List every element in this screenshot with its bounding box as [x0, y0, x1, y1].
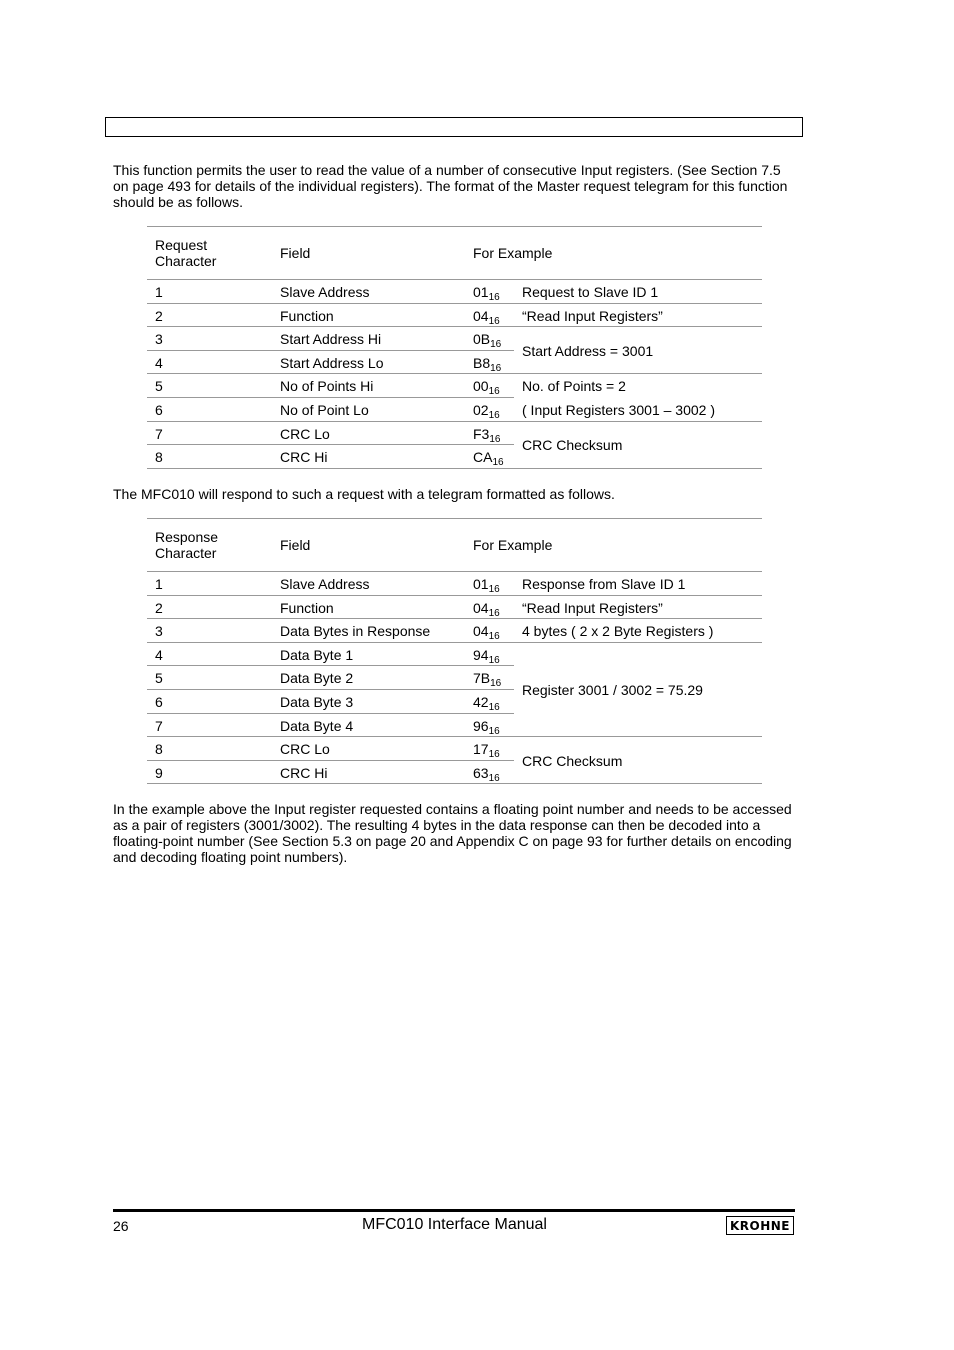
- row-field: Function: [280, 307, 334, 324]
- row-value: $0B_{16}$: [473, 331, 502, 351]
- table-row: [147, 445, 762, 469]
- manual-title: MFC010 Interface Manual: [362, 1216, 547, 1233]
- register-note: Register 3001 / 3002 = 75.29: [522, 682, 703, 698]
- response-table-header: [147, 519, 762, 572]
- table-row: [147, 422, 762, 446]
- row-field: Data Byte 3: [280, 693, 354, 710]
- row-number: 5: [155, 670, 163, 687]
- table-row: [147, 737, 762, 761]
- table-row: [147, 596, 762, 620]
- row-value: $96_{16}$: [473, 717, 500, 737]
- row-number: 4: [155, 354, 163, 371]
- row-field: No of Points Hi: [280, 378, 374, 395]
- row-value: $F3_{16}$: [473, 425, 501, 445]
- row-field: Slave Address: [280, 284, 370, 300]
- crc-note: CRC Checksum: [522, 437, 623, 453]
- row-number: 3: [155, 623, 163, 640]
- row-field: Function: [280, 599, 334, 616]
- row-value: $94_{16}$: [473, 646, 500, 666]
- start-address-note: Start Address = 3001: [522, 343, 654, 359]
- row-number: 9: [155, 764, 163, 781]
- table-row: [147, 643, 762, 667]
- row-value: $CA_{16}$: [473, 449, 504, 469]
- closing-paragraph: In the example above the Input register requested contains a floating point number and needs to be accessed as a pair of registers (3001/3002). The resulting 4 bytes in the data response can then be decoded into a floating-point number (See Section 5.3 on page 20 and Appendix C on page 93 for further details on encoding and decoding floating point numbers).: [113, 801, 792, 865]
- request-table-body: [147, 280, 762, 469]
- row-number: 8: [155, 741, 163, 758]
- row-number: 7: [155, 425, 163, 442]
- row-note: 4 bytes ( 2 x 2 Byte Registers ): [522, 623, 714, 640]
- row-field: Slave Address: [280, 576, 370, 592]
- table-row: [147, 304, 762, 328]
- row-value: $63_{16}$: [473, 764, 500, 784]
- table-row: [147, 327, 762, 351]
- row-number: 6: [155, 693, 163, 710]
- page-number: 26: [113, 1218, 129, 1234]
- response-table-body: [147, 572, 762, 784]
- row-field: Start Address Hi: [280, 331, 382, 348]
- header-field: Field: [280, 245, 311, 261]
- row-number: 2: [155, 599, 163, 616]
- row-number: 3: [155, 331, 163, 348]
- row-note: Response from Slave ID 1: [522, 576, 686, 592]
- header-example: For Example: [473, 537, 553, 553]
- row-field: Data Byte 2: [280, 670, 354, 687]
- row-number: 5: [155, 378, 163, 395]
- table-row: [147, 761, 762, 785]
- header-field: Field: [280, 537, 311, 553]
- row-field: CRC Lo: [280, 741, 330, 758]
- row-value: $04_{16}$: [473, 307, 500, 327]
- row-value: $04_{16}$: [473, 623, 500, 643]
- header-example: For Example: [473, 245, 553, 261]
- respond-paragraph: The MFC010 will respond to such a request with a telegram formatted as follows.: [113, 486, 615, 502]
- footer-rule: [113, 1209, 795, 1212]
- row-field: Data Bytes in Response: [280, 623, 431, 640]
- header-character: Response Character: [155, 529, 219, 561]
- row-number: 4: [155, 646, 163, 663]
- table-row: [147, 280, 762, 304]
- row-field: Data Byte 4: [280, 717, 354, 734]
- row-field: Start Address Lo: [280, 354, 384, 371]
- row-value: $01_{16}$: [473, 576, 500, 595]
- krohne-logo-text: KROHNE: [729, 1218, 791, 1233]
- row-field: CRC Hi: [280, 764, 328, 781]
- table-row: [147, 572, 762, 596]
- intro-paragraph: This function permits the user to read the value of a number of consecutive Input registers. (See Section 7.5 on page 493 for details of the individual registers). The format of the Master request telegram for this function should be as follows.: [113, 162, 788, 210]
- request-table-header: [147, 227, 762, 280]
- table-row: [147, 351, 762, 375]
- row-number: 6: [155, 401, 163, 418]
- row-field: CRC Lo: [280, 425, 330, 442]
- row-value: $42_{16}$: [473, 693, 500, 713]
- row-value: $02_{16}$: [473, 401, 500, 421]
- krohne-logo: [726, 1216, 794, 1235]
- row-note: “Read Input Registers”: [522, 307, 663, 324]
- response-table: [147, 518, 762, 784]
- header-box: [105, 117, 803, 137]
- header-character: Request Character: [155, 237, 217, 269]
- row-number: 1: [155, 576, 163, 592]
- row-number: 8: [155, 449, 163, 466]
- row-note: No. of Points = 2: [522, 378, 626, 395]
- row-value: $7B_{16}$: [473, 670, 502, 690]
- row-note: “Read Input Registers”: [522, 599, 663, 616]
- row-value: $00_{16}$: [473, 378, 500, 398]
- crc-note: CRC Checksum: [522, 753, 623, 769]
- request-table: [147, 226, 762, 469]
- row-value: $04_{16}$: [473, 599, 500, 619]
- table-row: [147, 374, 762, 398]
- row-value: $B8_{16}$: [473, 354, 502, 374]
- row-note: ( Input Registers 3001 – 3002 ): [522, 401, 716, 418]
- row-value: $01_{16}$: [473, 284, 500, 303]
- table-row: [147, 398, 762, 422]
- row-number: 7: [155, 717, 163, 734]
- row-field: CRC Hi: [280, 449, 328, 466]
- row-note: Request to Slave ID 1: [522, 284, 659, 300]
- table-row: [147, 619, 762, 643]
- row-number: 2: [155, 307, 163, 324]
- row-value: $17_{16}$: [473, 741, 500, 761]
- row-number: 1: [155, 284, 163, 300]
- row-field: No of Point Lo: [280, 401, 369, 418]
- table-row: [147, 714, 762, 738]
- row-field: Data Byte 1: [280, 646, 354, 663]
